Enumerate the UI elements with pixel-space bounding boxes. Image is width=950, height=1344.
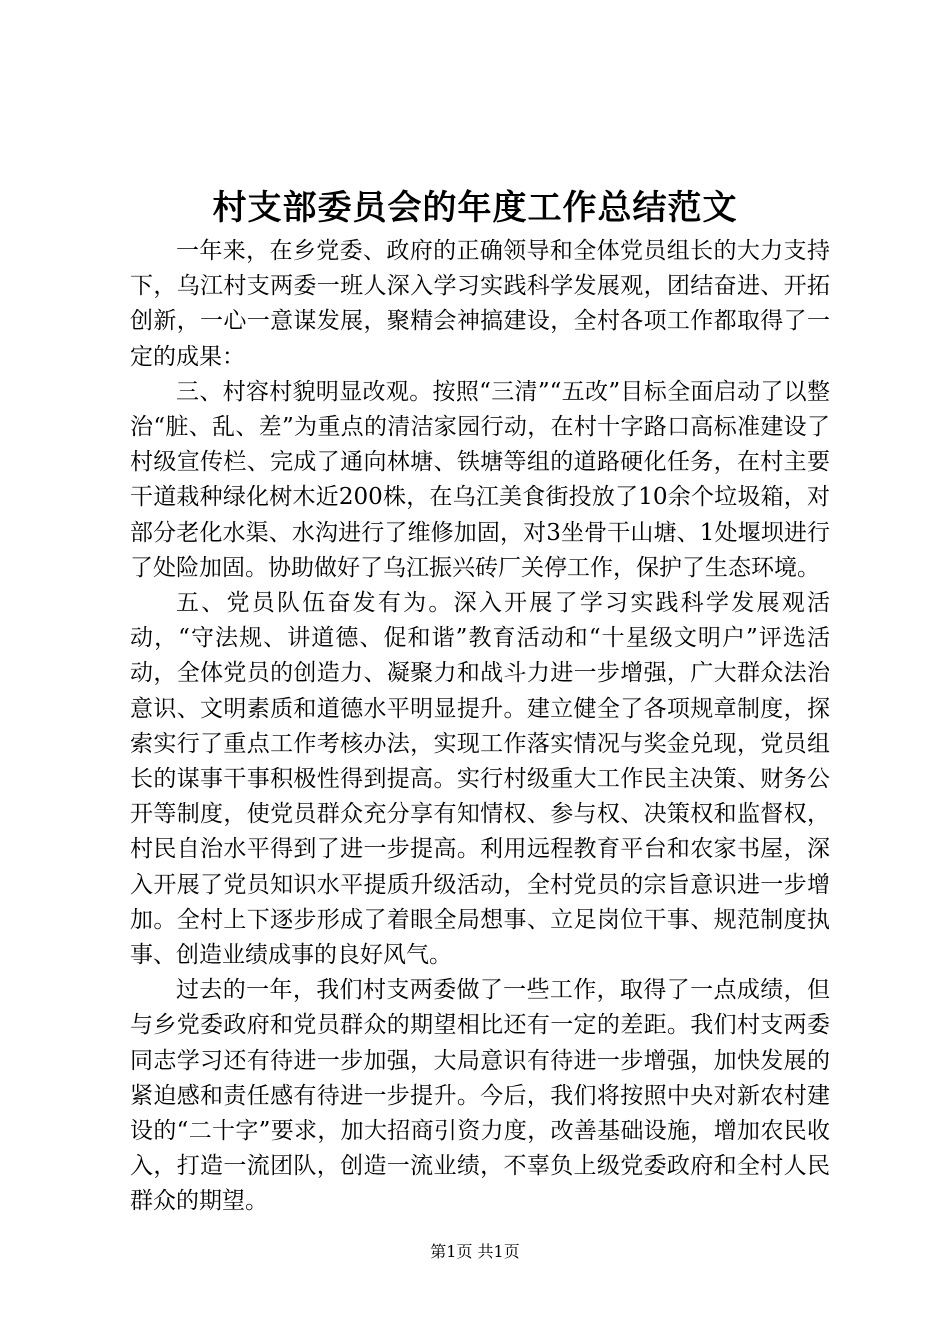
paragraph-village-appearance: 三、村容村貌明显改观。按照“三清”“五改”目标全面启动了以整治“脏、乱、差”为重点的清洁家园行动，在村十字路口高标准建设了村级宣传栏、完成了通向林塘、铁塘等组的道路硬化任务，在村主要干道栽种绿化树木近200株，在乌江美食街投放了10余个垃圾箱，对部分老化水渠、水沟进行了维修加固，对3坐骨干山塘、1处堰坝进行了处险加固。协助做好了乌江振兴砖厂关停工作，保护了生态环境。 <box>130 378 830 581</box>
document-body <box>130 234 830 1220</box>
page-number-footer: 第1页 共1页 <box>430 1242 520 1261</box>
paragraph-intro: 一年来，在乡党委、政府的正确领导和全体党员组长的大力支持下，乌江村支两委一班人深入学习实践科学发展观，团结奋进、开拓创新，一心一意谋发展，聚精会神搞建设，全村各项工作都取得了一定的成果： <box>130 238 830 370</box>
paragraph-party-members: 五、党员队伍奋发有为。深入开展了学习实践科学发展观活动，“守法规、讲道德、促和谐”教育活动和“十星级文明户”评选活动，全体党员的创造力、凝聚力和战斗力进一步增强，广大群众法治意识、文明素质和道德水平明显提升。建立健全了各项规章制度，探索实行了重点工作考核办法，实现工作落实情况与奖金兑现，党员组长的谋事干事积极性得到提高。实行村级重大工作民主决策、财务公开等制度，使党员群众充分享有知情权、参与权、决策权和监督权，村民自治水平得到了进一步提高。利用远程教育平台和农家书屋，深入开展了党员知识水平提质升级活动，全村党员的宗旨意识进一步增加。全村上下逐步形成了着眼全局想事、立足岗位干事、规范制度执事、创造业绩成事的良好风气。 <box>130 590 830 969</box>
paragraph-conclusion: 过去的一年，我们村支两委做了一些工作，取得了一点成绩，但与乡党委政府和党员群众的期望相比还有一定的差距。我们村支两委同志学习还有待进一步加强，大局意识有待进一步增强，加快发展的紧迫感和责任感有待进一步提升。今后，我们将按照中央对新农村建设的“二十字”要求，加大招商引资力度，改善基础设施，增加农民收入，打造一流团队，创造一流业绩，不辜负上级党委政府和全村人民群众的期望。 <box>130 977 830 1215</box>
document-title: 村支部委员会的年度工作总结范文 <box>212 188 738 228</box>
